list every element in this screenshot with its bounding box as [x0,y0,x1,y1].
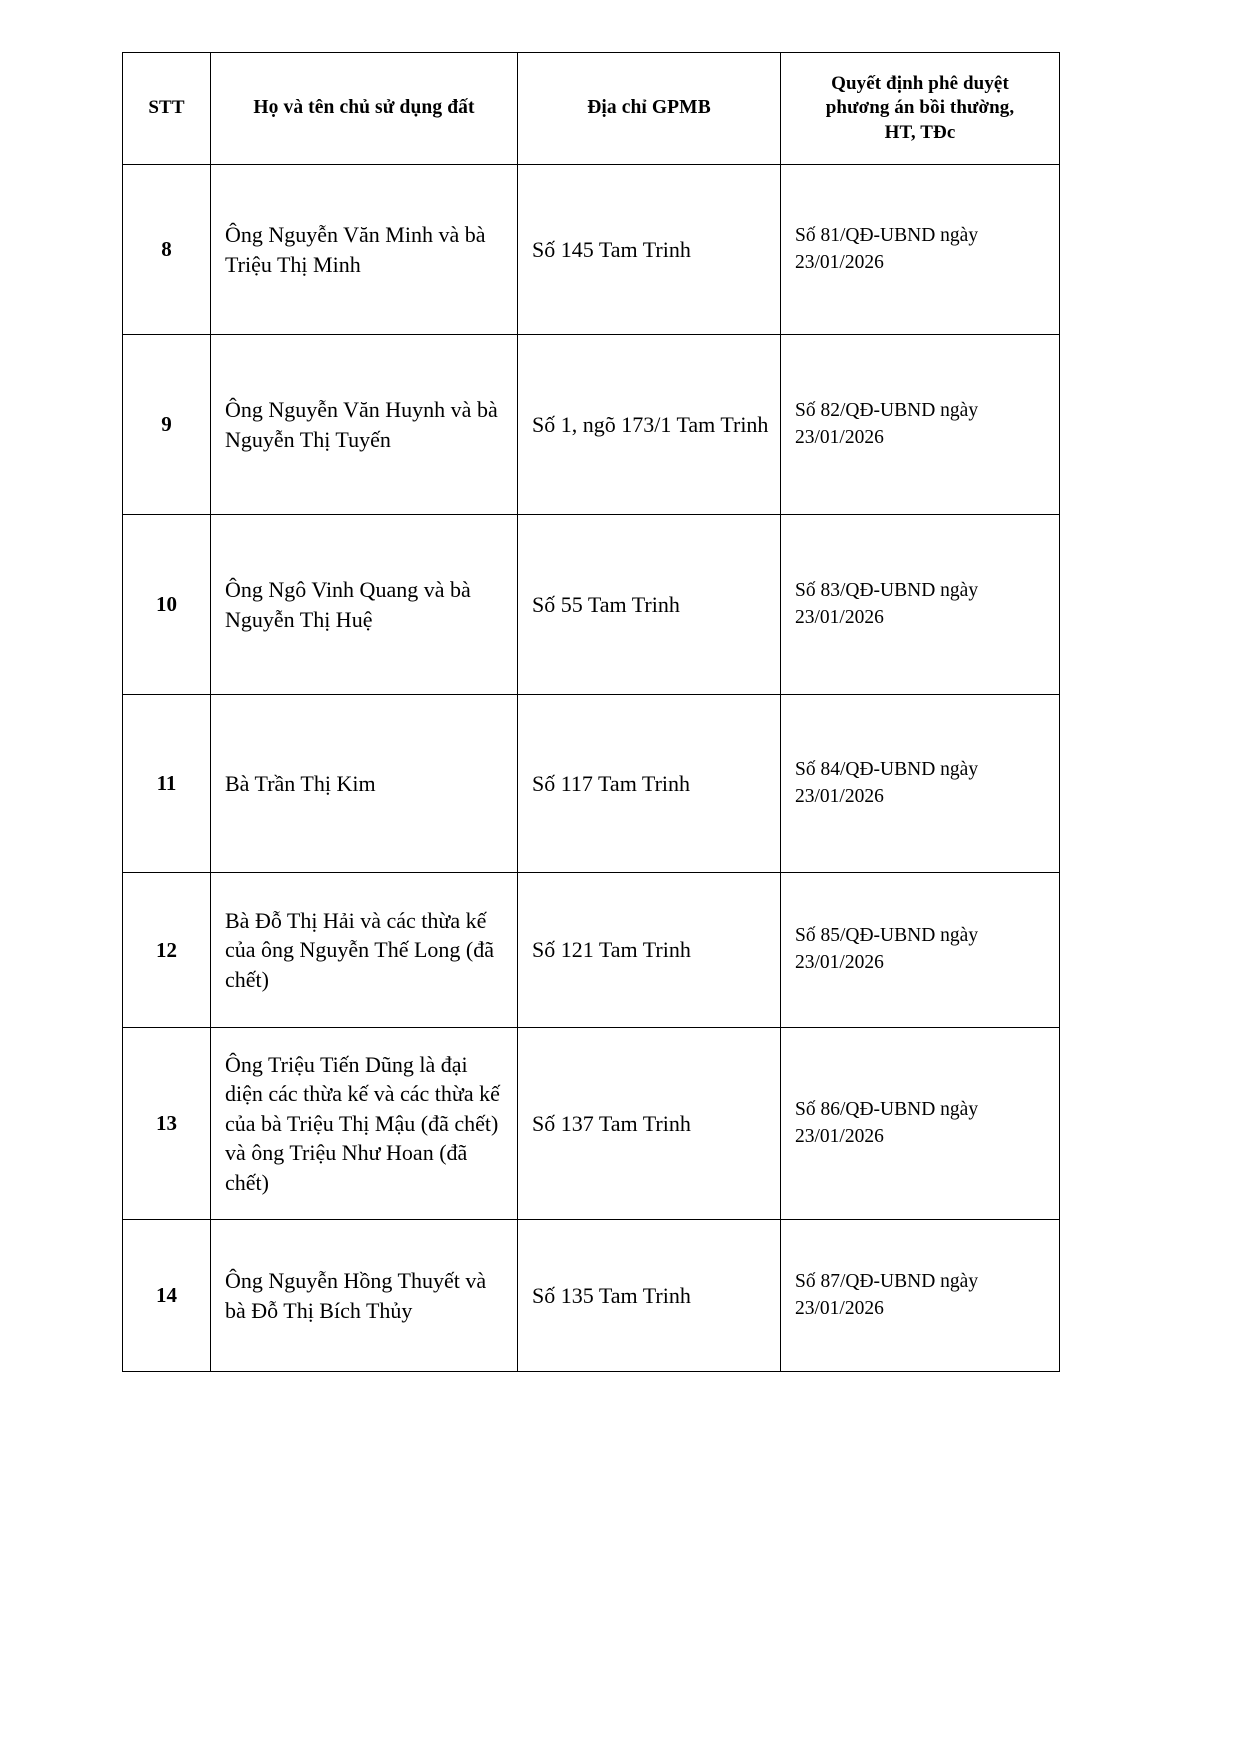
cell-owner-name: Ông Nguyễn Văn Minh và bà Triệu Thị Minh [211,165,518,335]
cell-owner-name: Ông Nguyễn Hồng Thuyết và bà Đỗ Thị Bích Thủy [211,1220,518,1372]
table-row [123,165,1060,335]
cell-owner-name: Ông Ngô Vinh Quang và bà Nguyễn Thị Huệ [211,515,518,695]
cell-address: Số 121 Tam Trinh [518,873,781,1028]
cell-owner-name: Bà Trần Thị Kim [211,695,518,873]
column-header-decision [781,53,1060,165]
cell-decision: Số 87/QĐ-UBND ngày 23/01/2026 [781,1220,1060,1372]
land-owner-table [122,52,1060,1372]
table-header [123,53,1060,165]
cell-decision: Số 82/QĐ-UBND ngày 23/01/2026 [781,335,1060,515]
table-row [123,515,1060,695]
cell-decision: Số 86/QĐ-UBND ngày 23/01/2026 [781,1028,1060,1220]
cell-owner-name: Ông Triệu Tiến Dũng là đại diện các thừa kế và các thừa kế của bà Triệu Thị Mậu (đã chết) và ông Triệu Như Hoan (đã chết) [211,1028,518,1220]
table-row [123,1220,1060,1372]
cell-decision: Số 85/QĐ-UBND ngày 23/01/2026 [781,873,1060,1028]
column-header-owner-name: Họ và tên chủ sử dụng đất [211,53,518,165]
cell-stt: 9 [123,335,211,515]
cell-address: Số 117 Tam Trinh [518,695,781,873]
table-row [123,1028,1060,1220]
column-header-address: Địa chỉ GPMB [518,53,781,165]
cell-decision: Số 84/QĐ-UBND ngày 23/01/2026 [781,695,1060,873]
cell-address: Số 145 Tam Trinh [518,165,781,335]
cell-stt: 13 [123,1028,211,1220]
cell-owner-name: Ông Nguyễn Văn Huynh và bà Nguyễn Thị Tuyến [211,335,518,515]
cell-stt: 8 [123,165,211,335]
column-header-decision-line-1: Quyết định phê duyệt [831,73,1009,95]
table-row [123,695,1060,873]
table-row [123,335,1060,515]
table-row [123,873,1060,1028]
cell-address: Số 137 Tam Trinh [518,1028,781,1220]
cell-owner-name: Bà Đỗ Thị Hải và các thừa kế của ông Nguyễn Thế Long (đã chết) [211,873,518,1028]
cell-address: Số 135 Tam Trinh [518,1220,781,1372]
cell-stt: 11 [123,695,211,873]
cell-stt: 10 [123,515,211,695]
column-header-stt: STT [123,53,211,165]
column-header-decision-line-3: HT, TĐc [884,121,956,143]
cell-stt: 14 [123,1220,211,1372]
cell-stt: 12 [123,873,211,1028]
cell-decision: Số 81/QĐ-UBND ngày 23/01/2026 [781,165,1060,335]
cell-decision: Số 83/QĐ-UBND ngày 23/01/2026 [781,515,1060,695]
column-header-decision-line-2: phương án bồi thường, [825,97,1015,119]
table-body [123,165,1060,1372]
cell-address: Số 55 Tam Trinh [518,515,781,695]
table-header-row [123,53,1060,165]
cell-address: Số 1, ngõ 173/1 Tam Trinh [518,335,781,515]
